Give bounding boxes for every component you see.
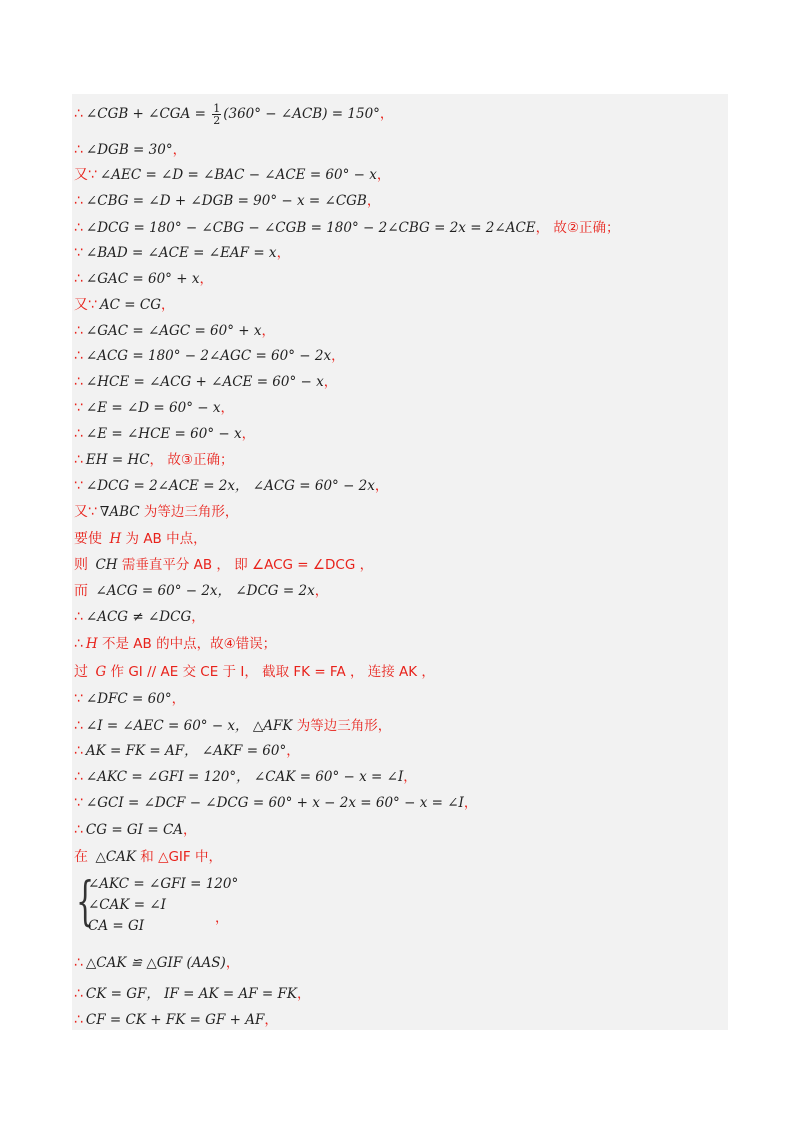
line-math: ∠DCG = 2∠ACE = 2x， ∠ACG = 60° − 2x — [85, 478, 375, 494]
line-tail: ， — [171, 691, 186, 707]
line-marker: ∵ — [74, 245, 83, 261]
solution-line — [74, 847, 222, 867]
solution-line — [74, 321, 275, 341]
solution-line — [74, 953, 239, 973]
line-math: ∠I = ∠AEC = 60° − x， △AFK — [85, 718, 293, 734]
line-tail: 不是 AB 的中点，故④错误； — [97, 636, 277, 652]
fraction — [212, 103, 221, 126]
solution-line — [74, 793, 477, 813]
line-marker: 又∵ — [74, 504, 97, 520]
system-eq-2: ∠CAK = ∠I — [88, 897, 167, 913]
solution-line — [74, 820, 197, 840]
line-marker: ∴ — [74, 374, 83, 390]
line-tail: ， — [276, 245, 291, 261]
line-tail: ， — [261, 323, 275, 339]
line-marker: 又∵ — [74, 167, 97, 183]
line-tail: 为等边三角形， — [292, 718, 392, 734]
line-math: ∠GCI = ∠DCF − ∠DCG = 60° + x − 2x = 60° − x = ∠I — [85, 795, 464, 811]
fraction-numerator: 1 — [213, 102, 221, 115]
line-math: ∠ACG = 60° − 2x， ∠DCG = 2x — [95, 583, 315, 599]
line-math-prefix: ∠CGB + ∠CGA = — [85, 106, 211, 122]
solution-line — [74, 450, 233, 470]
line-math: H — [109, 531, 122, 547]
line-tail: ， — [314, 583, 329, 599]
line-tail: ， — [331, 348, 345, 364]
line-math: △CAK ≌ △GIF (AAS) — [85, 955, 226, 971]
solution-line — [74, 581, 328, 601]
line-tail: 需垂直平分 AB ， 即 ∠ACG = ∠DCG ， — [117, 557, 374, 573]
line-tail: ， — [183, 822, 197, 838]
solution-line — [74, 1010, 278, 1030]
line-tail: ， — [374, 478, 389, 494]
line-math: ∠E = ∠HCE = 60° − x — [85, 426, 242, 442]
line-marker: 而 — [74, 583, 93, 599]
line-tail: ， — [403, 769, 417, 785]
line-math: AC = CG — [99, 297, 162, 313]
line-marker: 则 — [74, 557, 93, 573]
line-marker: ∴ — [74, 193, 83, 209]
solution-line — [74, 103, 393, 126]
line-marker: ∵ — [74, 691, 83, 707]
line-tail: ， — [376, 167, 391, 183]
line-math: ∠ACG = 180° − 2∠AGC = 60° − 2x — [85, 348, 332, 364]
line-math: CG = GI = CA — [85, 822, 184, 838]
line-marker: ∴ — [74, 743, 83, 759]
solution-line — [74, 689, 185, 709]
solution-line — [74, 165, 390, 185]
line-tail: 为 AB 中点， — [121, 531, 207, 547]
line-marker: ∴ — [74, 769, 83, 785]
solution-line — [74, 269, 213, 289]
line-math: ∠GAC = 60° + x — [85, 271, 200, 287]
line-marker: ∵ — [74, 795, 83, 811]
line-marker: ∴ — [74, 271, 83, 287]
line-tail: ， — [286, 743, 300, 759]
line-tail: ， — [225, 955, 240, 971]
system-eq-1: ∠AKC = ∠GFI = 120° — [88, 876, 239, 892]
solution-line — [74, 372, 337, 392]
solution-line — [74, 555, 373, 575]
line-marker: 过 — [74, 664, 93, 680]
line-marker: ∴ — [74, 718, 83, 734]
line-math: ∠E = ∠D = 60° − x — [85, 400, 221, 416]
line-tail: ， 故②正确； — [535, 220, 620, 236]
solution-line — [74, 424, 255, 444]
solution-line — [74, 398, 234, 418]
line-tail: ， — [172, 142, 187, 158]
line-marker: ∵ — [74, 478, 83, 494]
line-tail: 为等边三角形， — [139, 504, 239, 520]
line-marker: ∴ — [74, 348, 83, 364]
solution-line — [74, 243, 290, 263]
line-marker: ∴ — [74, 106, 83, 122]
solution-line — [74, 741, 300, 761]
line-math: ∠AEC = ∠D = ∠BAC − ∠ACE = 60° − x — [99, 167, 377, 183]
line-marker: ∴ — [74, 636, 83, 652]
solution-line — [74, 140, 186, 160]
line-marker: ∴ — [74, 609, 83, 625]
line-tail: ， — [323, 374, 338, 390]
line-marker: 要使 — [74, 531, 107, 547]
line-marker: ∴ — [74, 142, 83, 158]
solution-line — [74, 191, 380, 211]
line-tail: ， — [199, 271, 213, 287]
line-marker: ∴ — [74, 323, 83, 339]
line-math: ∠BAD = ∠ACE = ∠EAF = x — [85, 245, 277, 261]
line-math: CK = GF， IF = AK = AF = FK — [85, 986, 297, 1002]
solution-line — [74, 984, 310, 1004]
line-math: ∠DCG = 180° − ∠CBG − ∠CGB = 180° − 2∠CBG = 2x = 2∠ACE — [85, 220, 536, 236]
line-math: (360° − ∠ACB) = 150° — [223, 106, 380, 122]
line-marker: ∴ — [74, 1012, 83, 1028]
line-math: ∠DFC = 60° — [85, 691, 172, 707]
solution-line — [74, 662, 435, 682]
solution-line — [74, 607, 205, 627]
solution-line — [74, 529, 207, 549]
solution-line — [74, 295, 175, 315]
line-tail: ， 故③正确； — [149, 452, 234, 468]
line-tail: ， — [463, 795, 478, 811]
line-math: AK = FK = AF， ∠AKF = 60° — [85, 743, 287, 759]
line-tail: ， — [379, 106, 394, 122]
line-marker: ∴ — [74, 426, 83, 442]
line-math: ∠ACG ≠ ∠DCG — [85, 609, 192, 625]
line-tail: 和 △GIF 中， — [136, 849, 222, 865]
solution-line — [74, 767, 417, 787]
line-marker: ∵ — [74, 400, 83, 416]
line-marker: ∴ — [74, 986, 83, 1002]
solution-line — [74, 502, 238, 522]
line-tail: ， — [191, 609, 205, 625]
line-math: ∠AKC = ∠GFI = 120°， ∠CAK = 60° − x = ∠I — [85, 769, 404, 785]
line-tail: ， — [296, 986, 311, 1002]
line-tail: ， — [241, 426, 256, 442]
line-tail: ， — [161, 297, 175, 313]
solution-line — [74, 634, 276, 654]
line-marker: 在 — [74, 849, 93, 865]
solution-line — [74, 218, 620, 238]
fraction-denominator: 2 — [213, 114, 221, 127]
line-math: H — [85, 636, 98, 652]
line-marker: ∴ — [74, 452, 83, 468]
line-tail: ， — [264, 1012, 278, 1028]
line-math: ∠CBG = ∠D + ∠DGB = 90° − x = ∠CGB — [85, 193, 367, 209]
system-eq-3: CA = GI — [88, 918, 145, 934]
line-math: ∇ABC — [99, 504, 140, 520]
line-math: EH = HC — [85, 452, 150, 468]
system-comma: ， — [215, 910, 229, 926]
line-marker: ∴ — [74, 822, 83, 838]
solution-line — [74, 716, 391, 736]
line-math: G — [95, 664, 107, 680]
line-math: CF = CK + FK = GF + AF — [85, 1012, 265, 1028]
solution-line — [74, 346, 345, 366]
line-tail: ， — [366, 193, 381, 209]
line-math: ∠DGB = 30° — [85, 142, 173, 158]
line-marker: 又∵ — [74, 297, 97, 313]
solution-line — [74, 476, 388, 496]
line-math: △CAK — [95, 849, 136, 865]
line-math: CH — [95, 557, 118, 573]
line-math: ∠GAC = ∠AGC = 60° + x — [85, 323, 262, 339]
line-tail: 作 GI // AE 交 CE 于 I， 截取 FK = FA ， 连接 AK ， — [106, 664, 435, 680]
line-marker: ∴ — [74, 220, 83, 236]
line-math: ∠HCE = ∠ACG + ∠ACE = 60° − x — [85, 374, 324, 390]
line-marker: ∴ — [74, 955, 83, 971]
line-tail: ， — [220, 400, 234, 416]
brace-icon: { — [76, 872, 95, 932]
